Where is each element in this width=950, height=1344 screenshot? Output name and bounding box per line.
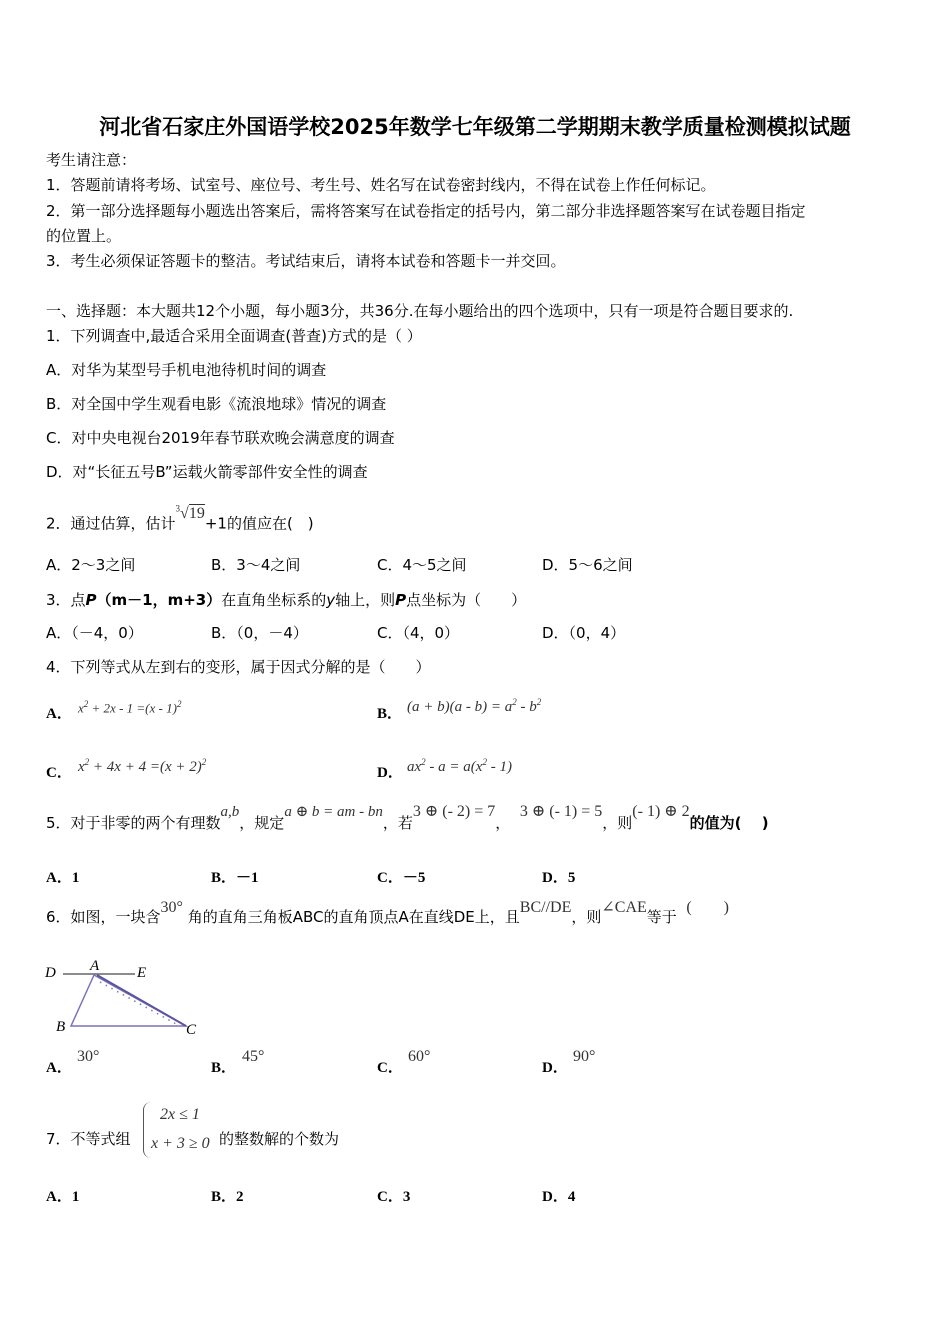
q5-stem: ，则 — [602, 814, 633, 832]
q5-stem: 5．对于非零的两个有理数 — [46, 814, 221, 832]
notice-item: 的位置上。 — [46, 227, 122, 245]
q1-option-a: A．对华为某型号手机电池待机时间的调查 — [46, 361, 327, 379]
q6-option-a-value: 30° — [77, 1048, 100, 1065]
q5-math: a ⊕ b = am - bn — [284, 804, 383, 820]
q6-math: 30° — [160, 899, 183, 916]
q4-label-a: A． — [46, 706, 72, 722]
cube-root: $^3$√19 — [175, 504, 205, 523]
page-title: 河北省石家庄外国语学校2025年数学七年级第二学期期末教学质量检测模拟试题 — [99, 115, 851, 139]
q7-option-d: D．4 — [542, 1189, 576, 1205]
q3-stem: 3．点 — [46, 591, 86, 609]
question-2 — [46, 504, 314, 534]
q4-option-a-formula: $x^2 + 2x - 1 =(x - 1)^2$ — [78, 699, 182, 716]
point-p: P — [395, 591, 407, 609]
label-e: E — [137, 965, 147, 981]
q4-label-c: C． — [46, 765, 72, 781]
question-4: 4．下列等式从左到右的变形，属于因式分解的是（ ） — [46, 658, 431, 676]
label-a: A — [90, 958, 100, 974]
q5-math: (- 1) ⊕ 2 — [632, 803, 690, 820]
q5-stem: 的值为( ) — [689, 814, 769, 832]
notice-item: 1．答题前请将考场、试室号、座位号、考生号、姓名写在试卷密封线内，不得在试卷上作任何标记。 — [46, 176, 716, 194]
q7-option-b: B．2 — [211, 1189, 244, 1205]
question-6 — [46, 899, 730, 933]
q6-option-c-value: 60° — [408, 1048, 431, 1065]
q6-label-c: C． — [377, 1060, 403, 1076]
q4-option-d-formula: $ax^2 - a = a(x^2 - 1)$ — [407, 757, 512, 775]
question-7-stem-end: 的整数解的个数为 — [219, 1130, 340, 1148]
label-b: B — [56, 1019, 66, 1035]
q6-label-a: A． — [46, 1060, 72, 1076]
point-p: P — [85, 591, 97, 609]
radicand: 19 — [188, 505, 205, 523]
triangle-figure — [40, 955, 210, 1040]
question-7-stem: 7．不等式组 — [46, 1130, 131, 1148]
q3-stem: 轴上，则 — [335, 591, 396, 609]
q6-math: ∠CAE — [601, 899, 647, 916]
q6-label-b: B． — [211, 1060, 237, 1076]
inequality-1: 2x ≤ 1 — [160, 1106, 200, 1123]
q6-label-d: D． — [542, 1060, 568, 1076]
q2-option-b: B．3～4之间 — [211, 556, 301, 574]
q6-stem: ，则 — [571, 908, 602, 926]
section-heading: 一、选择题：本大题共12个小题，每小题3分，共36分.在每小题给出的四个选项中，只有一项是符合题目要求的. — [46, 302, 794, 320]
notice-heading: 考生请注意： — [46, 151, 137, 169]
q3-stem: 在直角坐标系的 — [221, 591, 327, 609]
q2-option-a: A．2～3之间 — [46, 556, 136, 574]
notice-item: 3．考生必须保证答题卡的整洁。考试结束后，请将本试卷和答题卡一并交回。 — [46, 252, 566, 270]
label-d: D — [45, 965, 56, 981]
q2-stem-end: +1的值应在( ) — [204, 514, 314, 533]
question-3 — [46, 590, 526, 610]
hypotenuse — [97, 975, 186, 1026]
q3-option-c: C．（4，0） — [377, 624, 460, 642]
q1-option-d: D．对“长征五号B”运载火箭零部件安全性的调查 — [46, 463, 368, 481]
q5-stem: ， — [495, 814, 511, 832]
y-axis: y — [326, 591, 336, 609]
q6-option-d-value: 90° — [573, 1048, 596, 1065]
q3-stem: 点坐标为（ ） — [406, 591, 527, 609]
ruler-marks — [100, 982, 178, 1025]
q6-math: BC//DE — [519, 899, 572, 916]
q6-stem: 等于 — [646, 908, 677, 926]
q4-option-b-formula: $(a + b)(a - b) = a^2 - b^2$ — [407, 697, 542, 715]
q2-option-c: C．4～5之间 — [377, 556, 467, 574]
q4-option-c-formula: $x^2 + 4x + 4 =(x + 2)^2$ — [78, 757, 207, 775]
q5-option-d: D．5 — [542, 870, 576, 886]
q6-option-b-value: 45° — [242, 1048, 265, 1065]
q7-option-a: A．1 — [46, 1189, 80, 1205]
q3-option-d: D．（0，4） — [542, 624, 626, 642]
q5-math: a,b — [220, 804, 240, 820]
q6-math: ( ) — [686, 899, 730, 916]
q5-math: 3 ⊕ (- 1) = 5 — [519, 803, 603, 820]
q3-option-a: A．（－4，0） — [46, 624, 143, 642]
q7-option-c: C．3 — [377, 1189, 411, 1205]
q5-option-a: A．1 — [46, 870, 80, 886]
q2-stem: 2．通过估算，估计 — [46, 514, 176, 533]
inequality-2: x + 3 ≥ 0 — [151, 1135, 210, 1152]
question-5 — [46, 803, 769, 839]
q6-stem: 角的直角三角板ABC的直角顶点A在直线DE上，且 — [187, 908, 520, 926]
q4-label-d: D． — [377, 765, 403, 781]
q5-option-b: B．－1 — [211, 870, 259, 886]
root-index: 3 — [175, 504, 181, 514]
label-c: C — [186, 1022, 197, 1038]
q6-stem: 6．如图，一块含 — [46, 908, 161, 926]
q5-stem: ，规定 — [239, 814, 285, 832]
q1-option-b: B．对全国中学生观看电影《流浪地球》情况的调查 — [46, 395, 387, 413]
q3-coords: （m－1，m+3） — [96, 591, 222, 609]
triangle-abc — [71, 975, 186, 1026]
q5-option-c: C．－5 — [377, 870, 426, 886]
q2-option-d: D．5～6之间 — [542, 556, 633, 574]
q5-stem: ，若 — [382, 814, 413, 832]
q5-math: 3 ⊕ (- 2) = 7 — [412, 803, 496, 820]
notice-item: 2．第一部分选择题每小题选出答案后，需将答案写在试卷指定的括号内，第二部分非选择题答案写在试卷题目指定 — [46, 202, 806, 220]
q1-option-c: C．对中央电视台2019年春节联欢晚会满意度的调查 — [46, 429, 395, 447]
question-1: 1．下列调查中,最适合采用全面调查(普查)方式的是（ ） — [46, 327, 422, 345]
q3-option-b: B．（0，－4） — [211, 624, 308, 642]
q4-label-b: B． — [377, 706, 403, 722]
